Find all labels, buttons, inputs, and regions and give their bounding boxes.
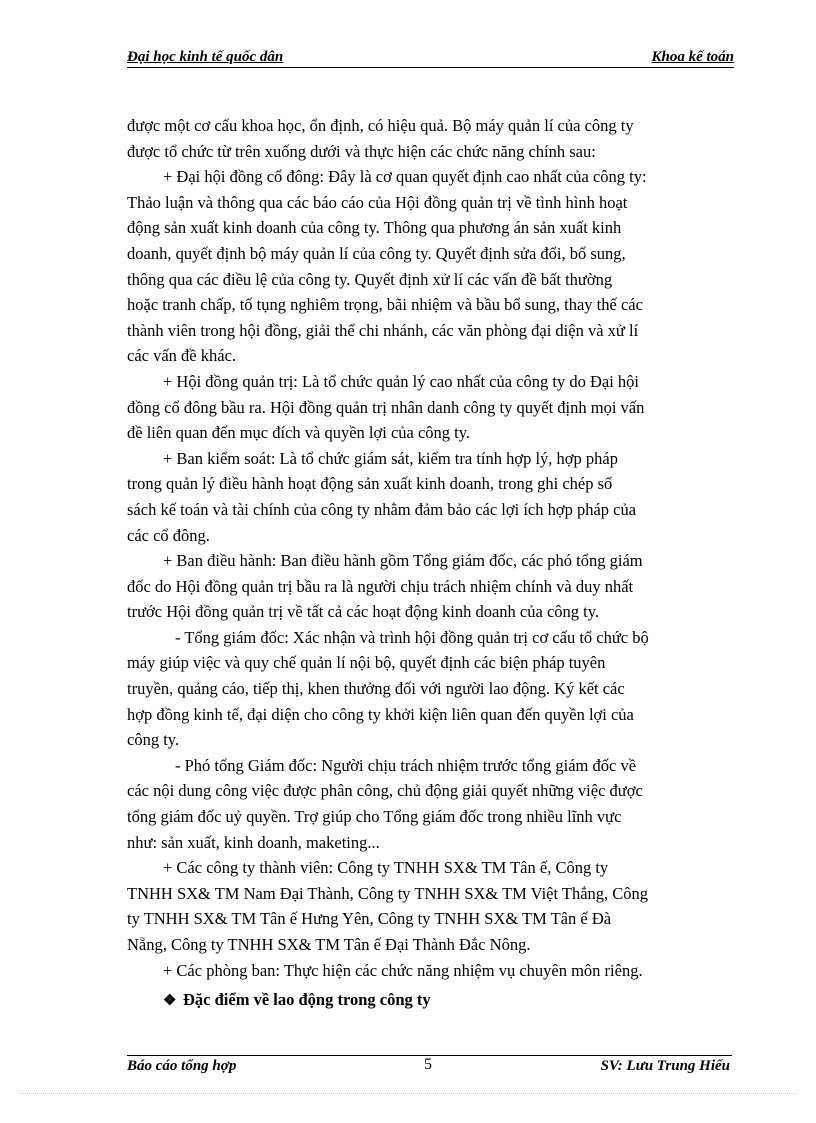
- body-line: hoặc tranh chấp, tố tụng nghiêm trọng, bãi nhiệm và bầu bổ sung, thay thế các: [127, 295, 643, 315]
- body-line: truyền, quảng cáo, tiếp thị, khen thưởng đối với người lao động. Ký kết các: [127, 679, 625, 699]
- body-line: được tổ chức từ trên xuống dưới và thực hiện các chức năng chính sau:: [127, 141, 596, 161]
- body-line: ty TNHH SX& TM Tân ế Hưng Yên, Công ty TNHH SX& TM Tân ế Đà: [127, 909, 612, 929]
- header-university: Đại học kinh tế quốc dân: [127, 49, 284, 65]
- footer-rule: [127, 1055, 732, 1056]
- body-text: [127, 113, 737, 1013]
- body-line: + Hội đồng quản trị: Là tổ chức quản lý cao nhất của công ty do Đại hội: [163, 371, 640, 391]
- body-line: + Các phòng ban: Thực hiện các chức năng nhiệm vụ chuyên môn riêng.: [163, 960, 643, 980]
- body-line: trước Hội đồng quản trị về tất cả các hoạt động kinh doanh của công ty.: [127, 602, 600, 622]
- footer-student-name: SV: Lưu Trung Hiếu: [600, 1058, 730, 1074]
- body-line: thông qua các điều lệ của công ty. Quyết định xử lí các vấn đề bất thường: [127, 269, 613, 289]
- page-footer: [127, 1058, 732, 1076]
- body-line: + Đại hội đồng cổ đông: Đây là cơ quan quyết định cao nhất của công ty:: [163, 167, 647, 187]
- body-line: + Ban kiểm soát: Là tổ chức giám sát, kiểm tra tính hợp lý, hợp pháp: [163, 448, 618, 468]
- page-bottom-border: [20, 1093, 796, 1094]
- body-line: đề liên quan đến mục đích và quyền lợi của công ty.: [127, 423, 471, 443]
- body-line: Thảo luận và thông qua các báo cáo của Hội đồng quản trị về tình hình hoạt: [127, 192, 628, 212]
- body-line: TNHH SX& TM Nam Đại Thành, Công ty TNHH SX& TM Việt Thắng, Công: [127, 883, 649, 903]
- page-header: [127, 47, 734, 68]
- body-line: hợp đồng kinh tế, đại diện cho công ty khởi kiện liên quan đến quyền lợi của: [127, 704, 634, 724]
- body-line: các cổ đông.: [127, 525, 210, 545]
- body-line: công ty.: [127, 730, 180, 750]
- body-line: thành viên trong hội đồng, giải thể chi nhánh, các văn phòng đại diện và xử lí: [127, 320, 639, 340]
- body-line: máy giúp việc và quy chế quản lí nội bộ, quyết định các biện pháp tuyên: [127, 653, 606, 673]
- body-line: các vấn đề khác.: [127, 346, 237, 366]
- body-line: động sản xuất kinh doanh của công ty. Thông qua phương án sản xuất kinh: [127, 218, 622, 238]
- body-line: đồng cổ đông bầu ra. Hội đồng quản trị nhân danh công ty quyết định mọi vấn: [127, 397, 645, 417]
- body-line: doanh, quyết định bộ máy quản lí của công ty. Quyết định sửa đổi, bổ sung,: [127, 243, 626, 263]
- body-line: + Các công ty thành viên: Công ty TNHH SX& TM Tân ế, Công ty: [163, 858, 609, 878]
- body-line: được một cơ cấu khoa học, ổn định, có hiệu quả. Bộ máy quản lí của công ty: [127, 116, 634, 135]
- body-line: đốc do Hội đồng quản trị bầu ra là người chịu trách nhiệm chính và duy nhất: [127, 576, 634, 596]
- body-line: - Phó tổng Giám đốc: Người chịu trách nhiệm trước tổng giám đốc về: [175, 755, 637, 775]
- footer-report-title: Báo cáo tổng hợp: [127, 1058, 237, 1074]
- body-line: - Tổng giám đốc: Xác nhận và trình hội đồng quản trị cơ cấu tổ chức bộ: [175, 627, 649, 647]
- body-line: trong quản lý điều hành hoạt động sản xuất kinh doanh, trong ghi chép sổ: [127, 474, 613, 494]
- section-heading-text: Đặc điểm về lao động trong công ty: [183, 990, 431, 1010]
- page-number: 5: [424, 1058, 432, 1073]
- body-line: tổng giám đốc uỷ quyền. Trợ giúp cho Tổng giám đốc trong nhiều lĩnh vực: [127, 807, 622, 827]
- body-line: + Ban điều hành: Ban điều hành gồm Tổng giám đốc, các phó tổng giám: [163, 551, 643, 571]
- body-line: sách kế toán và tài chính của công ty nhằm đảm bảo các lợi ích hợp pháp của: [127, 499, 637, 519]
- body-line: Nẵng, Công ty TNHH SX& TM Tân ế Đại Thành Đắc Nông.: [127, 935, 531, 954]
- header-faculty: Khoa kế toán: [651, 49, 734, 65]
- body-line: như: sản xuất, kinh doanh, maketing...: [127, 832, 380, 852]
- diamond-bullet-icon: ❖: [163, 993, 177, 1010]
- body-line: các nội dung công việc được phân công, chủ động giải quyết những việc được: [127, 781, 643, 801]
- section-heading: [127, 987, 737, 1013]
